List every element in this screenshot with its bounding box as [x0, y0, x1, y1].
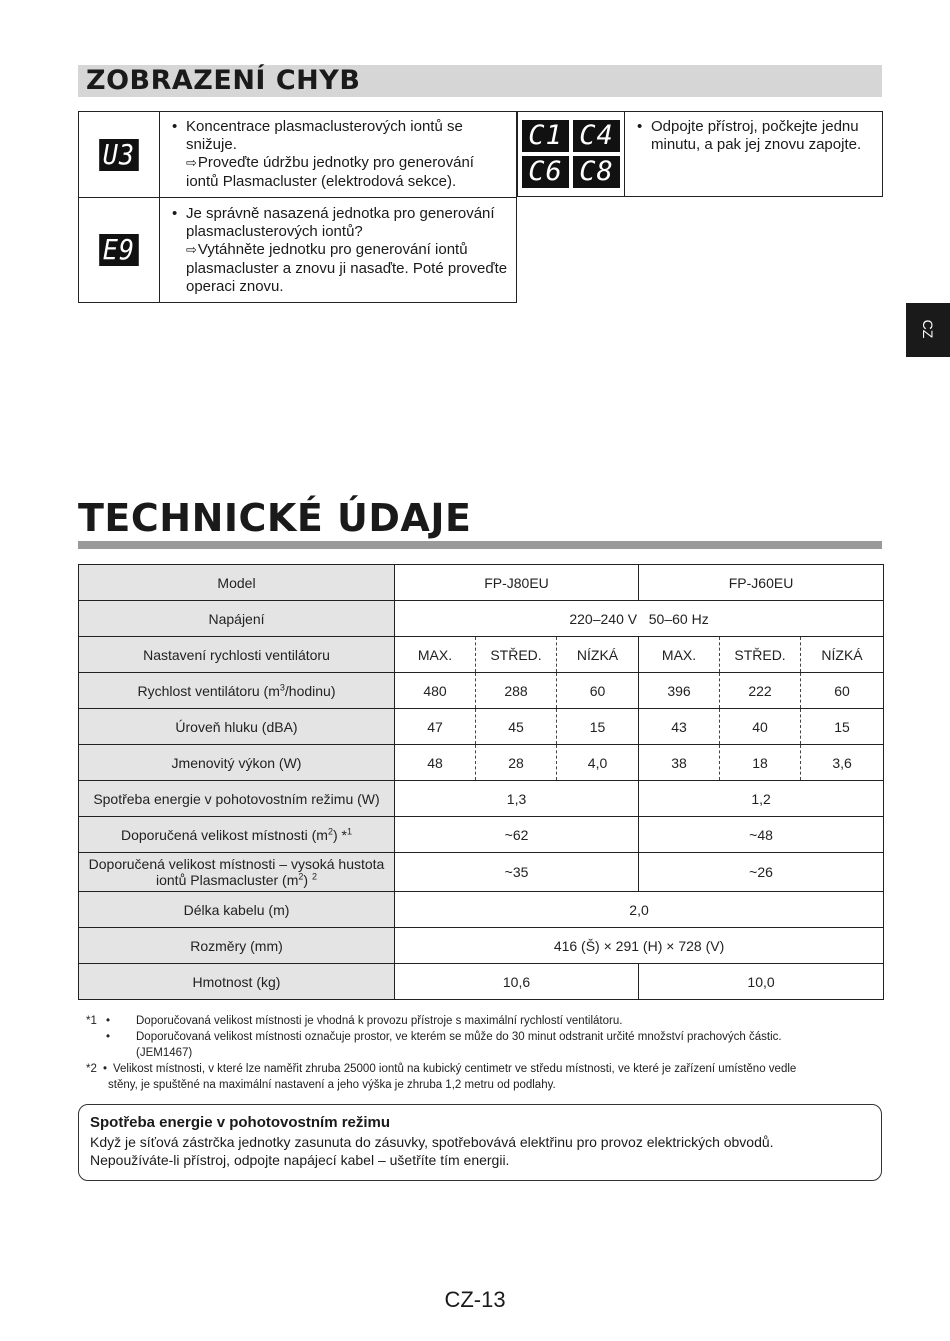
error-remedy: • Odpojte přístroj, počkejte jednu minutu, a pak jej znovu zapojte.	[651, 118, 874, 154]
table-row-airflow	[79, 673, 884, 709]
row-label: Nastavení rychlosti ventilátoru	[79, 637, 395, 673]
table-cell: ~26	[639, 853, 884, 892]
table-cell: 10,0	[639, 964, 884, 1000]
table-cell: 2,0	[395, 892, 884, 928]
table-cell: 48	[395, 745, 476, 781]
footnote-1b: • Doporučovaná velikost místnosti označuje prostor, ve kterém se může do 30 minut odstranit určité množství prachových částic.	[106, 1031, 782, 1043]
table-cell: 222	[720, 673, 801, 709]
error-cause: • Je správně nasazená jednotka pro generování plasmaclusterových iontů?	[186, 205, 508, 241]
table-row-cable	[79, 892, 884, 928]
table-row-weight	[79, 964, 884, 1000]
error-table-right	[517, 111, 883, 197]
table-row-standby	[79, 781, 884, 817]
row-label: Rychlost ventilátoru $(m^3/hodinu)$	[79, 673, 395, 709]
language-tab	[906, 303, 950, 357]
table-cell: 1,3	[395, 781, 639, 817]
lcd-code-c6: C6	[522, 156, 569, 188]
table-cell: 10,6	[395, 964, 639, 1000]
table-cell: STŘED.	[476, 637, 557, 673]
table-cell: STŘED.	[720, 637, 801, 673]
error-code-cell	[79, 198, 160, 303]
table-row-dimensions	[79, 928, 884, 964]
arrow-right-icon	[186, 154, 198, 171]
lcd-code-e9: E9	[99, 234, 138, 266]
model-name: FP-J60EU	[639, 565, 884, 601]
error-section-title: ZOBRAZENÍ CHYB	[86, 65, 361, 96]
error-row-e9	[79, 198, 517, 303]
table-cell: 38	[639, 745, 720, 781]
error-row-c-codes	[518, 112, 883, 197]
table-cell: 4,0	[557, 745, 639, 781]
table-cell: ~48	[639, 817, 884, 853]
error-description-cell	[160, 198, 517, 303]
row-label: Model	[79, 565, 395, 601]
table-cell: NÍZKÁ	[801, 637, 884, 673]
table-cell: 28	[476, 745, 557, 781]
table-row-room-size-high-density	[79, 853, 884, 892]
table-row-room-size	[79, 817, 884, 853]
table-cell: 45	[476, 709, 557, 745]
table-cell: MAX.	[395, 637, 476, 673]
row-label: Úroveň hluku (dBA)	[79, 709, 395, 745]
arrow-right-icon	[186, 241, 198, 258]
table-cell: 18	[720, 745, 801, 781]
spec-table	[78, 564, 884, 1000]
lcd-code-c8: C8	[573, 156, 620, 188]
table-cell: 47	[395, 709, 476, 745]
table-cell: 220–240 V 50–60 Hz	[395, 601, 884, 637]
error-description-cell	[625, 112, 883, 197]
lcd-code-c1: C1	[522, 120, 569, 152]
error-row-u3	[79, 112, 517, 198]
row-label: Doporučená velikost místnosti – vysoká hustota iontů Plasmacluster $(m^2)$ $^2$	[79, 853, 395, 892]
lcd-code-c4: C4	[573, 120, 620, 152]
lcd-code-u3: U3	[99, 139, 138, 171]
model-name: FP-J80EU	[395, 565, 639, 601]
table-cell: MAX.	[639, 637, 720, 673]
table-row-model	[79, 565, 884, 601]
error-remedy: Vytáhněte jednotku pro generování iontů plasmacluster a znovu ji nasaďte. Poté proveďte operaci znovu.	[186, 241, 508, 295]
table-row-fan-setting	[79, 637, 884, 673]
row-label: Doporučená velikost místnosti $(m^2)$ *$^1$	[79, 817, 395, 853]
footnotes	[86, 1013, 886, 1093]
table-cell: 480	[395, 673, 476, 709]
table-cell: NÍZKÁ	[557, 637, 639, 673]
table-cell: 43	[639, 709, 720, 745]
row-label: Napájení	[79, 601, 395, 637]
footnote-1c: (JEM1467)	[136, 1047, 193, 1059]
table-cell: 396	[639, 673, 720, 709]
section-heading-rule	[78, 541, 882, 549]
language-tab-label: CZ	[920, 319, 936, 339]
table-cell: 1,2	[639, 781, 884, 817]
info-box-text: Když je síťová zástrčka jednotky zasunuta do zásuvky, spotřebovává elektřinu pro provoz elektrických obvodů. Nepoužíváte-li přístroj, odpojte napájecí kabel – ušetříte tím energii.	[90, 1134, 774, 1168]
error-code-cell	[518, 112, 625, 197]
error-description-cell	[160, 112, 517, 198]
table-cell: 15	[557, 709, 639, 745]
footnote-2a: *2 • Velikost místnosti, v které lze naměřit zhruba 25000 iontů na kubický centimetr ve středu místnosti, ve které je zařízení umístěno vedle	[86, 1063, 797, 1075]
table-cell: 416 (Š) × 291 (H) × 728 (V)	[395, 928, 884, 964]
table-cell: 15	[801, 709, 884, 745]
table-cell: ~62	[395, 817, 639, 853]
table-cell: 3,6	[801, 745, 884, 781]
table-row-noise	[79, 709, 884, 745]
row-label: Spotřeba energie v pohotovostním režimu (W)	[79, 781, 395, 817]
error-table-left	[78, 111, 517, 303]
row-label: Rozměry (mm)	[79, 928, 395, 964]
table-cell: 288	[476, 673, 557, 709]
info-box-title: Spotřeba energie v pohotovostním režimu	[90, 1114, 391, 1131]
table-cell: 60	[557, 673, 639, 709]
error-cause: • Koncentrace plasmaclusterových iontů se snižuje.	[186, 118, 508, 154]
row-label: Délka kabelu (m)	[79, 892, 395, 928]
table-row-power	[79, 601, 884, 637]
table-row-rated-power	[79, 745, 884, 781]
footnote-1a: *1 • Doporučovaná velikost místnosti je vhodná k provozu přístroje s maximální rychlostí ventilátoru.	[86, 1015, 623, 1027]
error-remedy: Proveďte údržbu jednotky pro generování iontů Plasmacluster (elektrodová sekce).	[186, 154, 474, 190]
row-label: Jmenovitý výkon (W)	[79, 745, 395, 781]
error-code-cell	[79, 112, 160, 198]
table-cell: 60	[801, 673, 884, 709]
row-label: Hmotnost (kg)	[79, 964, 395, 1000]
page-number: CZ-13	[444, 1287, 506, 1312]
table-cell: ~35	[395, 853, 639, 892]
spec-section-title: TECHNICKÉ ÚDAJE	[78, 496, 472, 540]
table-cell: 40	[720, 709, 801, 745]
footnote-2b: stěny, je spuštěné na maximální nastavení a jeho výška je zhruba 1,2 metru od podlahy.	[108, 1079, 556, 1091]
